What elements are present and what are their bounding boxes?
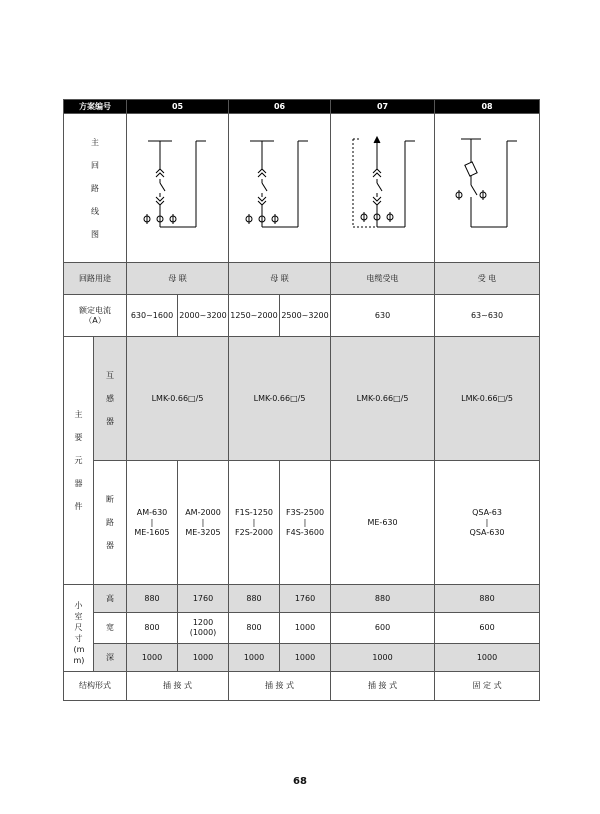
- height-07: 880: [331, 585, 435, 613]
- breaker-05b: AM-2000 | ME-3205: [178, 461, 229, 585]
- height-05b: 1760: [178, 585, 229, 613]
- rated-current-label: 额定电流 （A）: [64, 295, 127, 337]
- cable-incoming-diagram-07: [343, 133, 423, 243]
- scheme-number-label: 方案编号: [64, 100, 127, 114]
- scheme-05-header: 05: [127, 100, 229, 114]
- scheme-07-header: 07: [331, 100, 435, 114]
- breaker-label-text: 断路器: [106, 495, 114, 550]
- depth-07: 1000: [331, 644, 435, 672]
- width-07: 600: [331, 613, 435, 644]
- depth-05a: 1000: [127, 644, 178, 672]
- main-circuit-label: [64, 114, 127, 263]
- compartment-label: [64, 585, 94, 672]
- header-row: [64, 100, 540, 114]
- depth-05b: 1000: [178, 644, 229, 672]
- circuit-use-05: 母 联: [127, 263, 229, 295]
- circuit-use-row: [64, 263, 540, 295]
- ct-label-text: 互感器: [106, 371, 114, 426]
- height-label: 高: [94, 585, 127, 613]
- page-number: 68: [293, 776, 307, 787]
- breaker-08: QSA-63 | QSA-630: [435, 461, 540, 585]
- rated-current-05b: 2000~3200: [178, 295, 229, 337]
- compartment-width-row: [64, 613, 540, 644]
- breaker-label: [94, 461, 127, 585]
- ct-07: LMK-0.66□/5: [331, 337, 435, 461]
- width-08: 600: [435, 613, 540, 644]
- ct-05: LMK-0.66□/5: [127, 337, 229, 461]
- breaker-row: [64, 461, 540, 585]
- main-components-label-text: 主要元器件: [74, 410, 83, 511]
- breaker-05a: AM-630 | ME-1605: [127, 461, 178, 585]
- scheme-08-header: 08: [435, 100, 540, 114]
- height-05a: 880: [127, 585, 178, 613]
- rated-current-06b: 2500~3200: [280, 295, 331, 337]
- width-06b: 1000: [280, 613, 331, 644]
- rated-current-07: 630: [331, 295, 435, 337]
- structure-05: 插 接 式: [127, 672, 229, 701]
- circuit-diagram-06: [229, 114, 331, 263]
- structure-label: 结构形式: [64, 672, 127, 701]
- circuit-use-08: 受 电: [435, 263, 540, 295]
- bus-coupler-diagram-05: [138, 133, 218, 243]
- breaker-07: ME-630: [331, 461, 435, 585]
- rated-current-row: [64, 295, 540, 337]
- scheme-spec-table: [63, 99, 540, 701]
- depth-06b: 1000: [280, 644, 331, 672]
- structure-row: [64, 672, 540, 701]
- width-06a: 800: [229, 613, 280, 644]
- circuit-use-label: 回路用途: [64, 263, 127, 295]
- main-components-label: [64, 337, 94, 585]
- ct-08: LMK-0.66□/5: [435, 337, 540, 461]
- breaker-06a: F1S-1250 | F2S-2000: [229, 461, 280, 585]
- compartment-depth-row: [64, 644, 540, 672]
- height-06b: 1760: [280, 585, 331, 613]
- structure-07: 插 接 式: [331, 672, 435, 701]
- depth-label: 深: [94, 644, 127, 672]
- circuit-use-07: 电缆受电: [331, 263, 435, 295]
- compartment-height-row: [64, 585, 540, 613]
- circuit-diagram-07: [331, 114, 435, 263]
- main-circuit-label-text: 主回路线图: [91, 137, 99, 239]
- circuit-diagram-08: [435, 114, 540, 263]
- circuit-diagram-05: [127, 114, 229, 263]
- height-06a: 880: [229, 585, 280, 613]
- bus-coupler-diagram-06: [240, 133, 320, 243]
- breaker-06b: F3S-2500 | F4S-3600: [280, 461, 331, 585]
- width-05a: 800: [127, 613, 178, 644]
- rated-current-06a: 1250~2000: [229, 295, 280, 337]
- main-circuit-row: [64, 114, 540, 263]
- rated-current-05a: 630~1600: [127, 295, 178, 337]
- width-05b: 1200 (1000): [178, 613, 229, 644]
- scheme-06-header: 06: [229, 100, 331, 114]
- depth-06a: 1000: [229, 644, 280, 672]
- structure-06: 插 接 式: [229, 672, 331, 701]
- circuit-use-06: 母 联: [229, 263, 331, 295]
- structure-08: 固 定 式: [435, 672, 540, 701]
- depth-08: 1000: [435, 644, 540, 672]
- ct-label: [94, 337, 127, 461]
- ct-row: [64, 337, 540, 461]
- incoming-diagram-08: [447, 133, 527, 243]
- compartment-label-text: 小室尺寸 (mm): [73, 601, 85, 665]
- width-label: 宽: [94, 613, 127, 644]
- height-08: 880: [435, 585, 540, 613]
- ct-06: LMK-0.66□/5: [229, 337, 331, 461]
- rated-current-08: 63~630: [435, 295, 540, 337]
